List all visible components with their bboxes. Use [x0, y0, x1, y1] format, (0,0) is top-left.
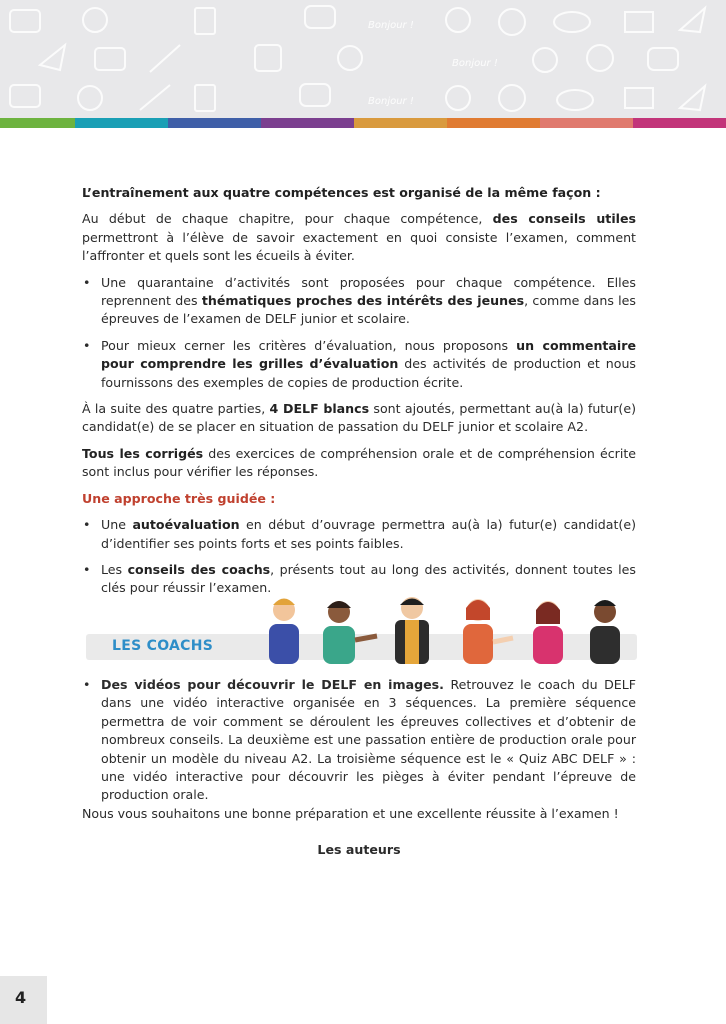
bubble-icon: [499, 9, 525, 35]
bubble-icon: [587, 45, 613, 71]
stripe-segment: [633, 118, 726, 128]
guided-list: [82, 516, 636, 598]
pattern-word: Bonjour !: [452, 58, 498, 69]
paper-plane-icon: [680, 8, 705, 32]
stripe-segment: [354, 118, 447, 128]
color-stripe: [0, 118, 726, 128]
coach-figure: [395, 597, 429, 664]
list-item: • Une quarantaine d’activités sont proposées pour chaque compétence. Elles reprennent des thématiques proches des intérêts des jeunes, comme dans les épreuves de l’examen de DELF junior et scolaire.: [82, 274, 636, 329]
list-item: • Pour mieux cerner les critères d’évaluation, nous proposons un commentaire pour comprendre les grilles d’évaluation des activités de production et nous fournissons des exemples de copies de production écrite.: [82, 337, 636, 392]
stripe-segment: [540, 118, 633, 128]
training-list: [82, 274, 636, 392]
speech-bubble-icon: [305, 6, 335, 28]
coach-figure: [590, 600, 620, 664]
intro-heading: L’entraînement aux quatre compétences est organisé de la même façon :: [82, 185, 601, 200]
bubble-icon: [78, 86, 102, 110]
page-number-box: [0, 976, 47, 1024]
guided-heading: Une approche très guidée :: [82, 490, 276, 506]
signature: Les auteurs: [317, 842, 401, 858]
closing-text: Nous vous souhaitons une bonne préparation et une excellente réussite à l’examen !: [82, 805, 619, 821]
paper-plane-icon: [680, 86, 705, 110]
bubble-icon: [83, 8, 107, 32]
coach-figure: [463, 599, 513, 664]
coaches-illustration: [255, 596, 625, 664]
stripe-segment: [0, 118, 75, 128]
pencil-icon: [150, 45, 180, 72]
paper-plane-icon: [40, 45, 65, 70]
list-item: • Une autoévaluation en début d’ouvrage permettra au(à la) futur(e) candidat(e) d’identifier ses points forts et ses points faibles.: [82, 516, 636, 553]
bubble-icon: [554, 12, 590, 32]
coach-figure: [323, 601, 377, 664]
page-number: 4: [15, 988, 27, 1007]
speech-bubble-icon: [95, 48, 125, 70]
info-icon: [446, 8, 470, 32]
speech-bubble-icon: [10, 10, 40, 32]
stripe-segment: [168, 118, 261, 128]
bubble-icon: [499, 85, 525, 111]
videos-list: [82, 676, 636, 805]
bubble-icon: [557, 90, 593, 110]
header-pattern: [0, 0, 726, 118]
bubble-icon: [338, 46, 362, 70]
main-text: [82, 184, 636, 606]
info-icon: [533, 48, 557, 72]
list-item: • Les conseils des coachs, présents tout au long des activités, donnent toutes les clés pour réussir l’examen.: [82, 561, 636, 598]
stripe-segment: [447, 118, 540, 128]
doodle-pattern: [0, 0, 726, 118]
stripe-segment: [75, 118, 168, 128]
corriges-paragraph: Tous les corrigés des exercices de compréhension orale et de compréhension écrite sont inclus pour vérifier les réponses.: [82, 445, 637, 480]
mail-icon: [625, 12, 653, 32]
intro-paragraph: Au début de chaque chapitre, pour chaque compétence, des conseils utiles permettront à l’élève de savoir exactement en quoi consiste l’examen, comment l’affronter et quels sont les écueils à éviter.: [82, 211, 636, 264]
speech-bubble-icon: [10, 85, 40, 107]
mail-icon: [625, 88, 653, 108]
coachs-label: LES COACHS: [112, 638, 214, 654]
speech-bubble-icon: [300, 84, 330, 106]
speech-bubble-icon: [648, 48, 678, 70]
delf-blancs-paragraph: À la suite des quatre parties, 4 DELF blancs sont ajoutés, permettant au(à la) futur(e) candidat(e) de se placer en situation de passation du DELF junior et scolaire A2.: [82, 401, 636, 435]
pencil-icon: [140, 85, 170, 110]
list-item: • Des vidéos pour découvrir le DELF en images. Retrouvez le coach du DELF dans une vidéo interactive organisée en 3 séquences. La première séquence permettra de voir comment se déroulent les épreuves collectives et d’obtenir de nombreux conseils. La deuxième est une passation entière de production orale pour obtenir un modèle du niveau A2. La troisième séquence est le « Quiz ABC DELF » : une vidéo interactive pour découvrir les pièges à éviter pendant l’épreuve de production orale.: [82, 676, 636, 805]
stripe-segment: [261, 118, 354, 128]
document-icon: [195, 8, 215, 34]
coach-figure: [269, 599, 299, 665]
document-icon: [255, 45, 281, 71]
coach-figure: [533, 601, 563, 664]
info-icon: [446, 86, 470, 110]
videos-section: [82, 676, 636, 872]
document-icon: [195, 85, 215, 111]
pattern-word: Bonjour !: [368, 20, 414, 31]
pattern-word: Bonjour !: [368, 96, 414, 107]
